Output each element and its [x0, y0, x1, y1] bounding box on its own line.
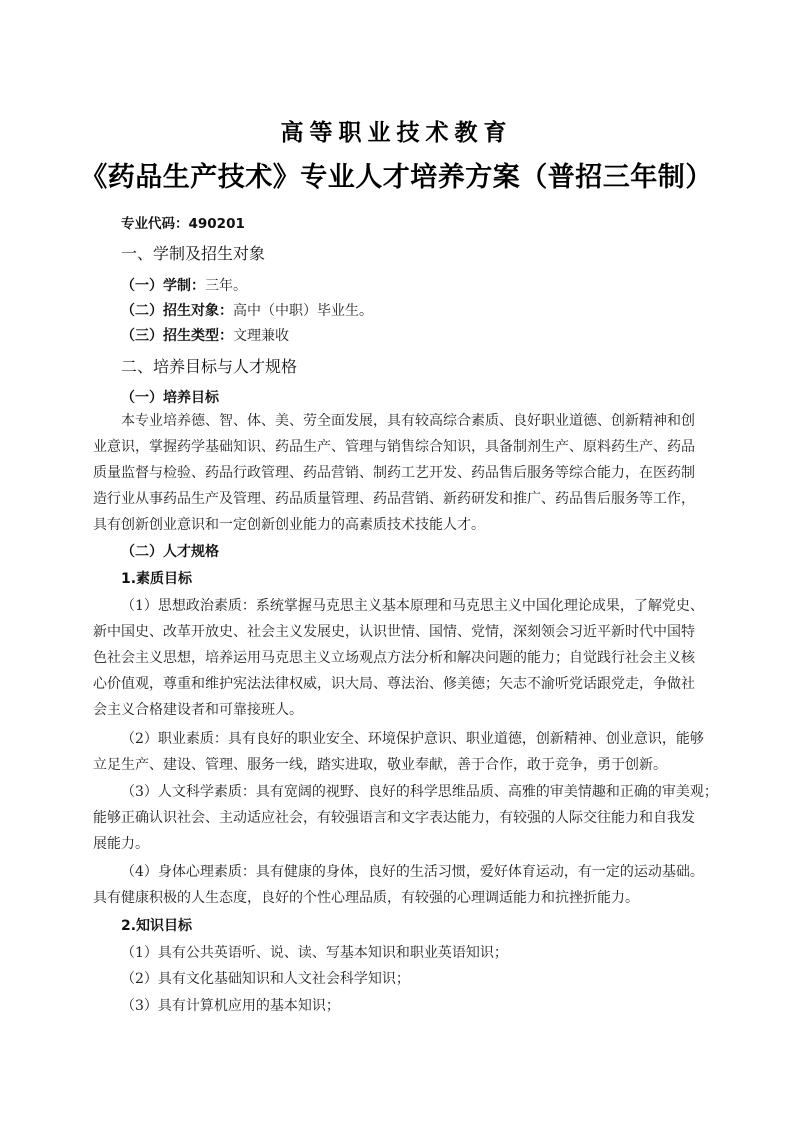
item-value: 三年。 — [205, 278, 247, 294]
major-code — [121, 214, 245, 234]
paragraph-line: （1）思想政治素质：系统掌握马克思主义基本原理和马克思主义中国化理论成果，了解党史、 — [121, 598, 704, 614]
paragraph-line: 具有健康积极的人生态度，良好的个性心理品质，有较强的心理调适能力和抗挫折能力。 — [93, 890, 639, 906]
paragraph-line: 色社会主义思想，培养运用马克思主义立场观点方法分析和解决问题的能力；自觉践行社会主义核 — [93, 650, 695, 666]
paragraph-line: 业意识，掌握药学基础知识、药品生产、管理与销售综合知识，具备制剂生产、原料药生产、药品 — [93, 439, 695, 455]
paragraph-line: 心价值观，尊重和维护宪法法律权威，识大局、尊法治、修美德；矢志不渝听党话跟党走，争做社 — [93, 676, 695, 692]
subsection-heading-goal: （一）培养目标 — [121, 390, 219, 406]
heading-knowledge-goals: 2.知识目标 — [121, 918, 193, 934]
item-value: 高中（中职）毕业生。 — [233, 303, 373, 319]
section-heading-2: 二、培养目标与人才规格 — [121, 357, 298, 376]
item-label: （一）学制： — [121, 278, 205, 294]
item-duration — [121, 276, 247, 297]
paragraph-line: 会主义合格建设者和可靠接班人。 — [93, 702, 303, 718]
item-value: 文理兼收 — [233, 328, 289, 344]
major-code-value: 490201 — [188, 216, 245, 232]
paragraph-line: 能够正确认识社会、主动适应社会，有较强语言和文字表达能力，有较强的人际交往能力和自我发 — [93, 810, 695, 826]
list-item: （3）具有计算机应用的基本知识； — [121, 998, 340, 1014]
item-enrollment-target — [121, 301, 373, 322]
paragraph-line: 立足生产、建设、管理、服务一线，踏实进取，敬业奉献，善于合作，敢于竞争，勇于创新。 — [93, 757, 667, 773]
paragraph-line: 展能力。 — [93, 836, 149, 852]
paragraph-line: （4）身体心理素质：具有健康的身体，良好的生活习惯，爱好体育运动，有一定的运动基础。 — [121, 864, 704, 880]
paragraph-line: 新中国史、改革开放史、社会主义发展史，认识世情、国情、党情，深刻领会习近平新时代中国特 — [93, 624, 695, 640]
document-header-title: 高等职业技术教育 — [280, 120, 513, 146]
list-item: （2）具有文化基础知识和人文社会科学知识； — [121, 971, 410, 987]
item-label: （三）招生类型： — [121, 328, 233, 344]
item-label: （二）招生对象： — [121, 303, 233, 319]
paragraph-line: 质量监督与检验、药品行政管理、药品营销、制药工艺开发、药品售后服务等综合能力，在医药制 — [93, 465, 695, 481]
heading-quality-goals: 1.素质目标 — [121, 571, 193, 587]
list-item: （1）具有公共英语听、说、读、写基本知识和职业英语知识； — [121, 945, 508, 961]
paragraph-line: （2）职业素质：具有良好的职业安全、环境保护意识、职业道德，创新精神、创业意识，能够 — [121, 731, 704, 747]
paragraph-line: （3）人文科学素质：具有宽阔的视野、良好的科学思维品质、高雅的审美情趣和正确的审美观； — [121, 784, 718, 800]
paragraph-line: 具有创新创业意识和一定创新创业能力的高素质技术技能人才。 — [93, 517, 485, 533]
paragraph-line: 造行业从事药品生产及管理、药品质量管理、药品营销、新药研发和推广、药品售后服务等工作， — [93, 491, 695, 507]
subsection-heading-spec: （二）人才规格 — [121, 544, 219, 560]
major-code-label: 专业代码： — [121, 216, 189, 232]
document-title: 《药品生产技术》专业人才培养方案（普招三年制） — [80, 162, 713, 193]
item-enrollment-type — [121, 326, 289, 347]
paragraph-line: 本专业培养德、智、体、美、劳全面发展，具有较高综合素质、良好职业道德、创新精神和创 — [121, 413, 695, 429]
section-heading-1: 一、学制及招生对象 — [121, 244, 266, 263]
